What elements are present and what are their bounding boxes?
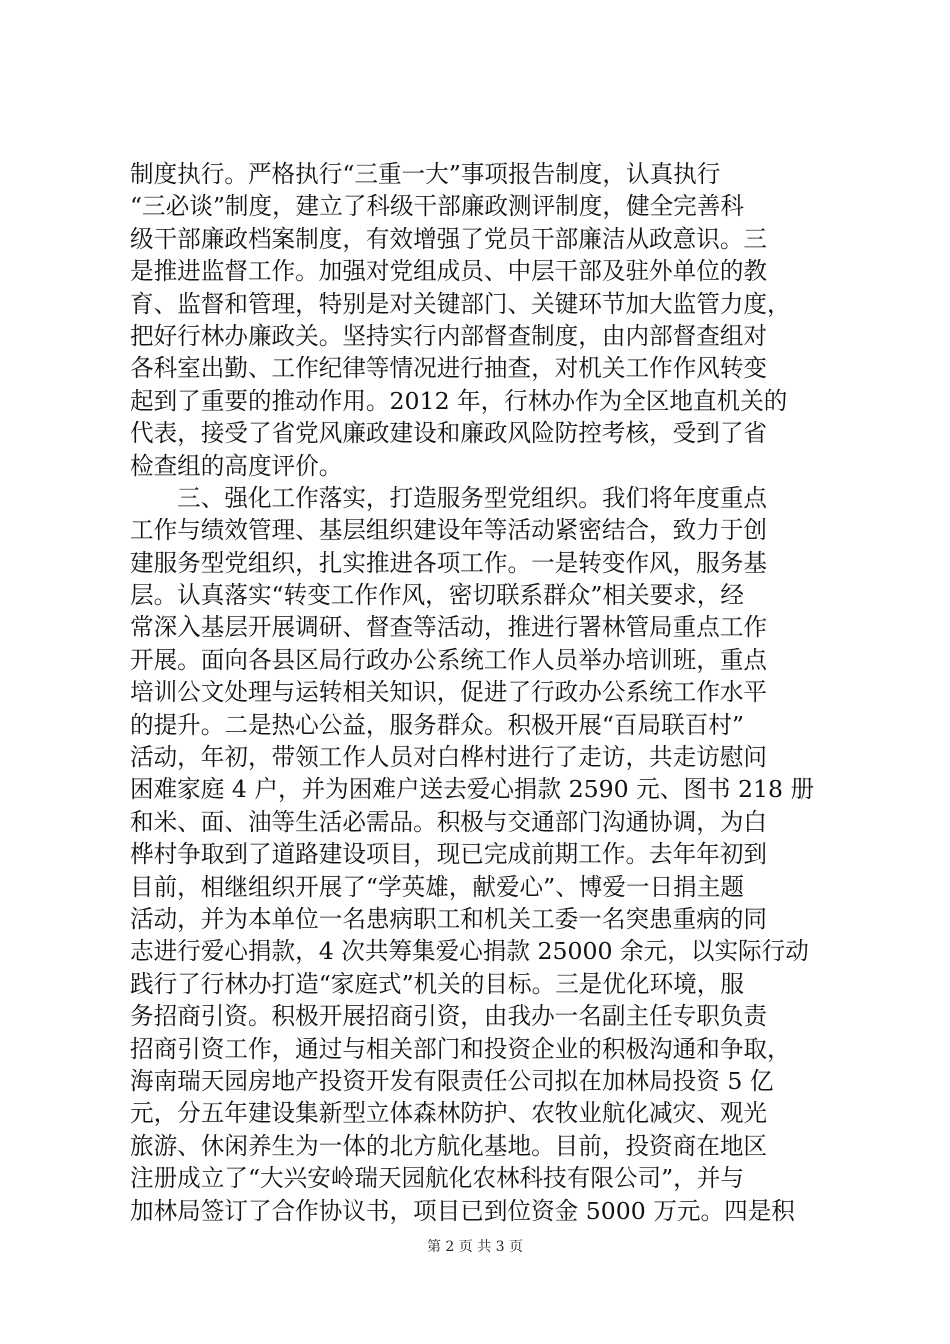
text-line: 加林局签订了合作协议书，项目已到位资金 5000 万元。四是积 xyxy=(130,1196,795,1225)
text-line: 和米、面、油等生活必需品。积极与交通部门沟通协调，为白 xyxy=(130,807,768,836)
text-line: 建服务型党组织，扎实推进各项工作。一是转变作风，服务基 xyxy=(130,548,768,577)
text-line: 工作与绩效管理、基层组织建设年等活动紧密结合，致力于创 xyxy=(130,516,768,545)
text-line: 注册成立了“大兴安岭瑞天园航化农林科技有限公司”，并与 xyxy=(130,1164,744,1193)
text-line: 代表，接受了省党风廉政建设和廉政风险防控考核，受到了省 xyxy=(130,419,768,448)
text-line: 把好行林办廉政关。坚持实行内部督查制度，由内部督查组对 xyxy=(130,321,768,350)
text-line: 是推进监督工作。加强对党组成员、中层干部及驻外单位的教 xyxy=(130,257,768,286)
text-line: 各科室出勤、工作纪律等情况进行抽查，对机关工作作风转变 xyxy=(130,354,768,383)
text-line: “三必谈”制度，建立了科级干部廉政测评制度，健全完善科 xyxy=(130,192,744,221)
text-line: 培训公文处理与运转相关知识，促进了行政办公系统工作水平 xyxy=(130,678,768,707)
text-line: 招商引资工作，通过与相关部门和投资企业的积极沟通和争取， xyxy=(130,1034,791,1063)
text-line: 志进行爱心捐款，4 次共筹集爱心捐款 25000 余元，以实际行动 xyxy=(130,937,809,966)
text-line: 开展。面向各县区局行政办公系统工作人员举办培训班，重点 xyxy=(130,645,768,674)
text-line: 元，分五年建设集新型立体森林防护、农牧业航化减灾、观光 xyxy=(130,1099,768,1128)
text-line: 育、监督和管理，特别是对关键部门、关键环节加大监管力度， xyxy=(130,289,791,318)
text-line: 制度执行。严格执行“三重一大”事项报告制度，认真执行 xyxy=(130,160,721,188)
text-line: 常深入基层开展调研、督查等活动，推进行署林管局重点工作 xyxy=(130,613,768,642)
text-line: 起到了重要的推动作用。2012 年，行林办作为全区地直机关的 xyxy=(130,386,788,415)
text-line: 级干部廉政档案制度，有效增强了党员干部廉洁从政意识。三 xyxy=(130,224,768,253)
text-line: 三、强化工作落实，打造服务型党组织。我们将年度重点 xyxy=(130,483,768,512)
document-body xyxy=(130,158,842,1227)
text-line: 活动，年初，带领工作人员对白桦村进行了走访，共走访慰问 xyxy=(130,743,768,772)
text-line: 目前，相继组织开展了“学英雄，献爱心”、博爱一日捐主题 xyxy=(130,872,744,901)
text-line: 海南瑞天园房地产投资开发有限责任公司拟在加林局投资 5 亿 xyxy=(130,1066,774,1095)
text-line: 桦村争取到了道路建设项目，现已完成前期工作。去年年初到 xyxy=(130,840,768,869)
text-line: 检查组的高度评价。 xyxy=(130,451,343,480)
text-line: 层。认真落实“转变工作作风，密切联系群众”相关要求，经 xyxy=(130,581,744,610)
text-line: 困难家庭 4 户，并为困难户送去爱心捐款 2590 元、图书 218 册 xyxy=(130,775,815,804)
text-line: 践行了行林办打造“家庭式”机关的目标。三是优化环境，服 xyxy=(130,969,744,998)
page-footer: 第 2 页 共 3 页 xyxy=(426,1239,524,1255)
text-line: 旅游、休闲养生为一体的北方航化基地。目前，投资商在地区 xyxy=(130,1131,768,1160)
text-line: 活动，并为本单位一名患病职工和机关工委一名突患重病的同 xyxy=(130,904,768,933)
text-line: 务招商引资。积极开展招商引资，由我办一名副主任专职负责 xyxy=(130,1002,768,1031)
text-line: 的提升。二是热心公益，服务群众。积极开展“百局联百村” xyxy=(130,710,744,739)
